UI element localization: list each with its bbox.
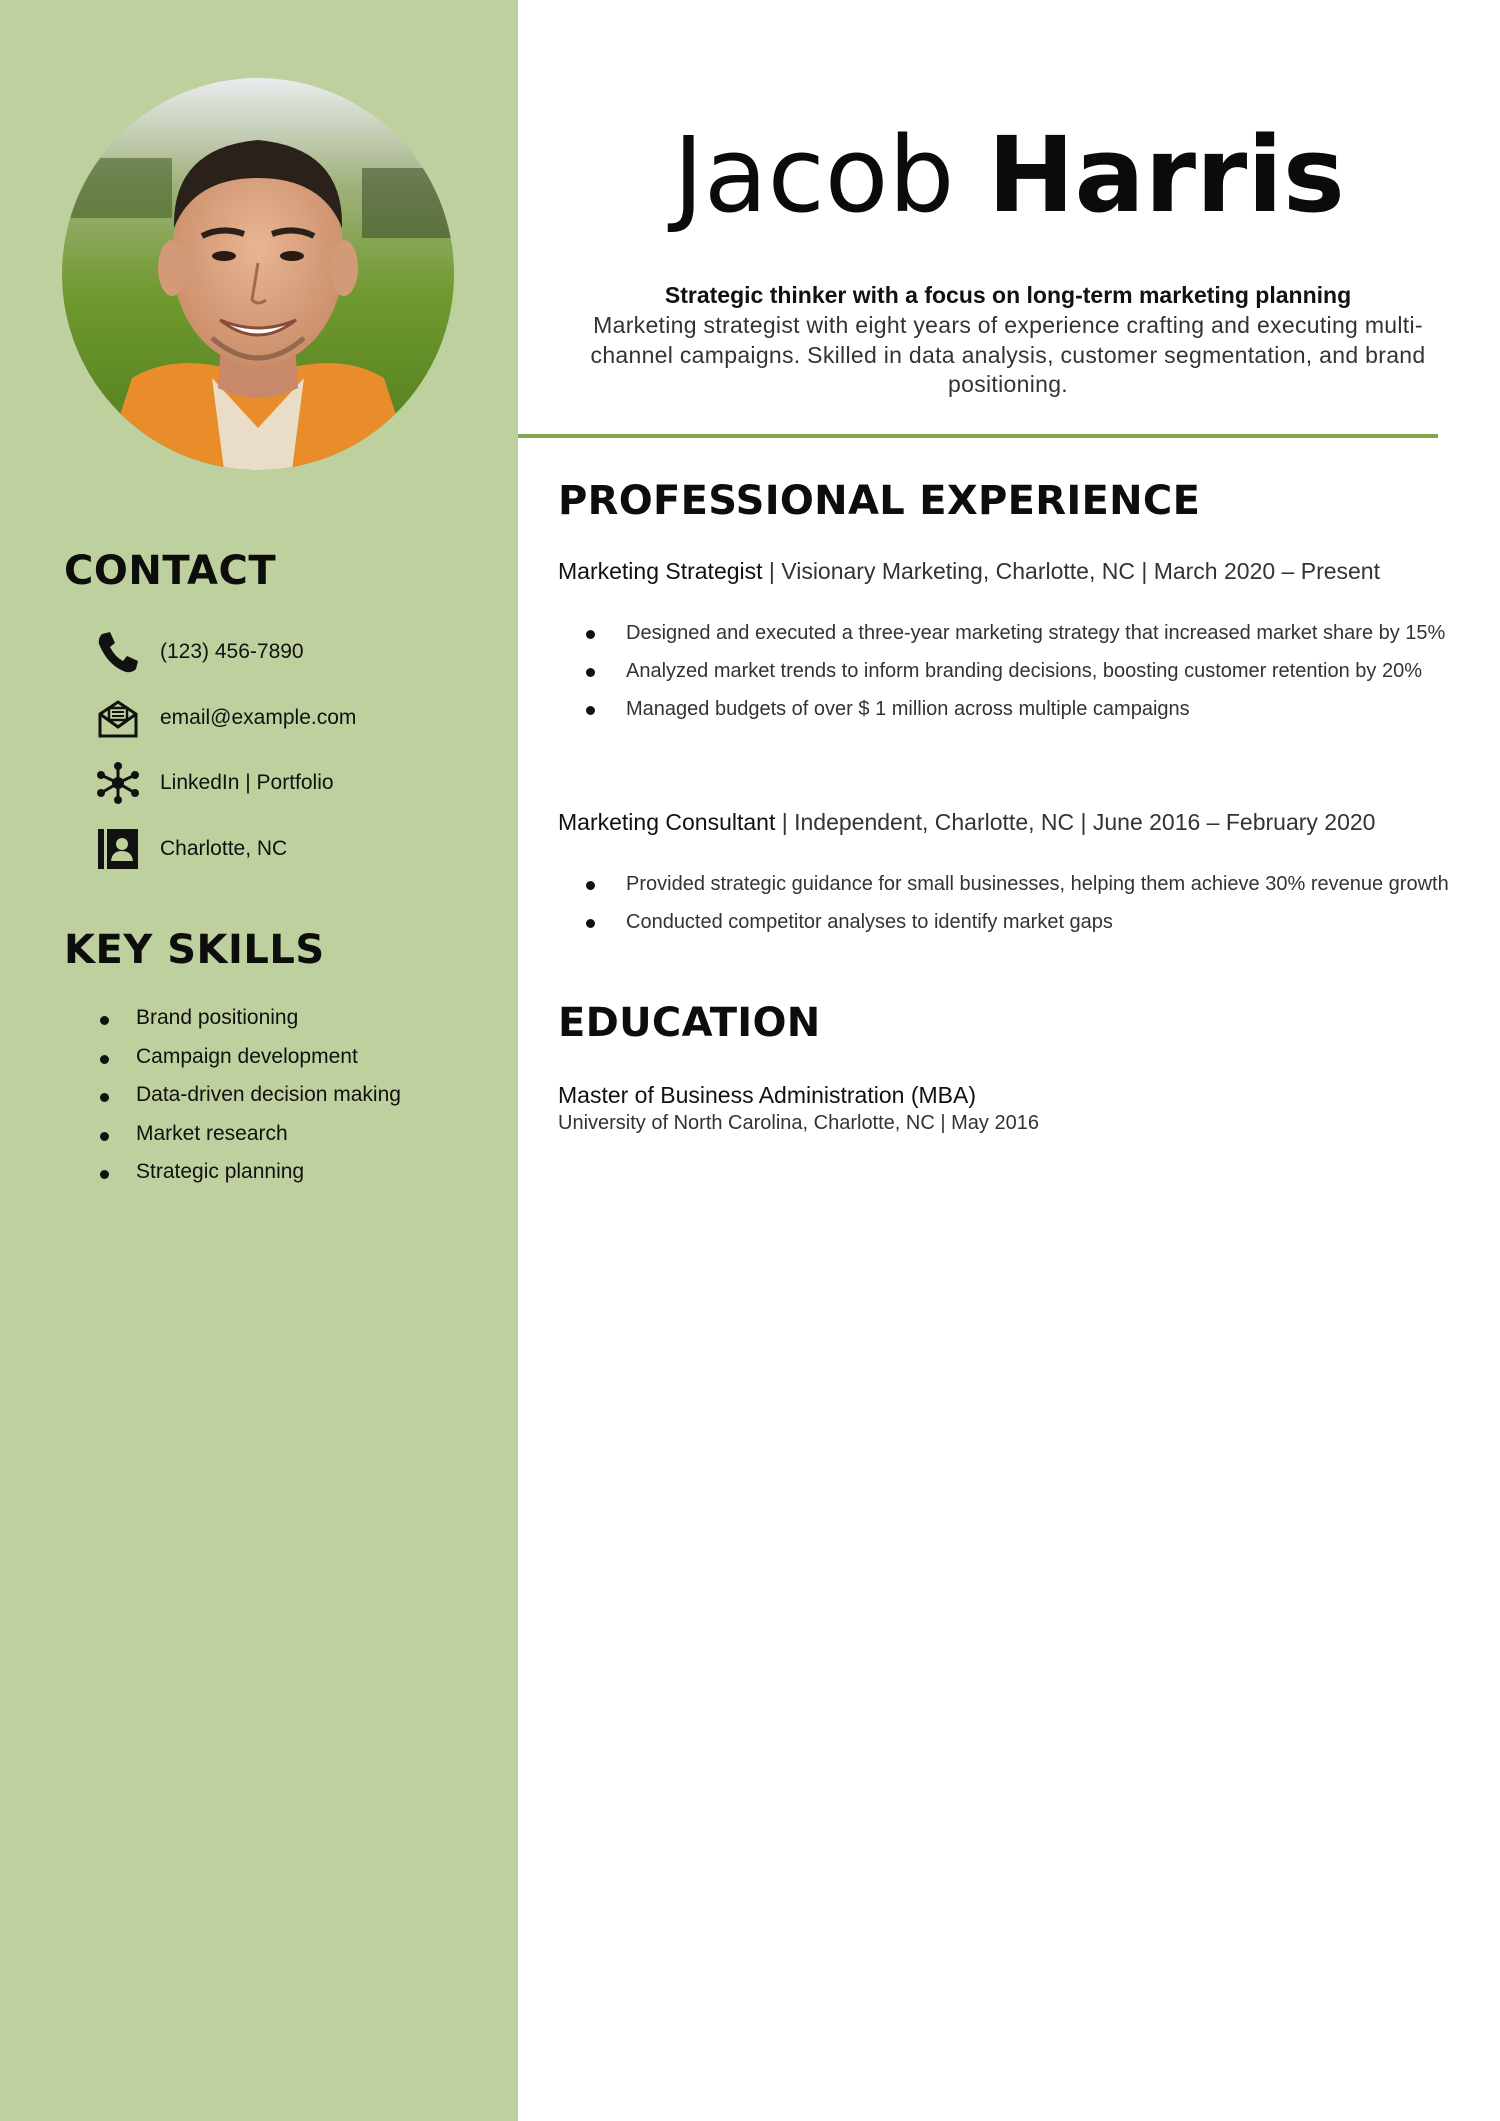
phone-icon xyxy=(96,630,140,674)
key-skills-heading: KEY SKILLS xyxy=(64,927,325,973)
job-bullet: Designed and executed a three-year marketing strategy that increased market share by 15% xyxy=(558,620,1458,646)
job-bullet: Analyzed market trends to inform branding decisions, boosting customer retention by 20% xyxy=(558,658,1458,684)
job-bullets xyxy=(558,620,1458,734)
envelope-icon xyxy=(96,696,140,740)
job-bullets xyxy=(558,871,1458,947)
last-name: Harris xyxy=(987,114,1345,236)
job-bullet: Managed budgets of over $ 1 million across multiple campaigns xyxy=(558,696,1458,722)
first-name: Jacob xyxy=(673,114,955,236)
profile-photo xyxy=(62,78,454,470)
job-role: Marketing Consultant xyxy=(558,809,776,835)
job-bullet: Conducted competitor analyses to identify market gaps xyxy=(558,909,1458,935)
contact-location xyxy=(96,827,506,871)
skill-item: Market research xyxy=(96,1118,506,1157)
network-icon xyxy=(96,761,140,805)
contact-email xyxy=(96,696,506,740)
job-role: Marketing Strategist xyxy=(558,558,763,584)
email-address[interactable]: email@example.com xyxy=(160,705,357,729)
contact-list xyxy=(96,630,506,892)
candidate-name xyxy=(518,110,1500,240)
school: University of North Carolina, Charlotte, NC | May 2016 xyxy=(558,1112,1039,1134)
job-title-line xyxy=(558,809,1458,836)
skill-item: Campaign development xyxy=(96,1041,506,1080)
main-content xyxy=(518,0,1500,2121)
skill-item: Strategic planning xyxy=(96,1156,506,1195)
job-title-line xyxy=(558,558,1458,585)
contact-card-icon xyxy=(96,827,140,871)
contact-links xyxy=(96,761,506,805)
job-bullet: Provided strategic guidance for small businesses, helping them achieve 30% revenue growth xyxy=(558,871,1458,897)
section-divider xyxy=(518,434,1438,438)
summary: Marketing strategist with eight years of experience crafting and executing multi-channel campaigns. Skilled in data analysis, customer segmentation, and brand positioning. xyxy=(590,312,1426,397)
tagline: Strategic thinker with a focus on long-term marketing planning xyxy=(664,282,1352,308)
contact-heading: CONTACT xyxy=(64,548,277,594)
skills-list xyxy=(96,1002,506,1195)
experience-heading: PROFESSIONAL EXPERIENCE xyxy=(558,478,1201,524)
phone-number[interactable]: (123) 456-7890 xyxy=(160,640,304,663)
skill-item: Brand positioning xyxy=(96,1002,506,1041)
skill-item: Data-driven decision making xyxy=(96,1079,506,1118)
location: Charlotte, NC xyxy=(160,836,288,860)
contact-phone xyxy=(96,630,506,674)
profile-links[interactable]: LinkedIn | Portfolio xyxy=(160,771,334,794)
sidebar xyxy=(0,0,518,2121)
job-details: | Independent, Charlotte, NC | June 2016 – February 2020 xyxy=(775,809,1376,835)
job-details: | Visionary Marketing, Charlotte, NC | March 2020 – Present xyxy=(762,558,1380,584)
degree: Master of Business Administration (MBA) xyxy=(558,1082,976,1108)
education-heading: EDUCATION xyxy=(558,1000,821,1046)
